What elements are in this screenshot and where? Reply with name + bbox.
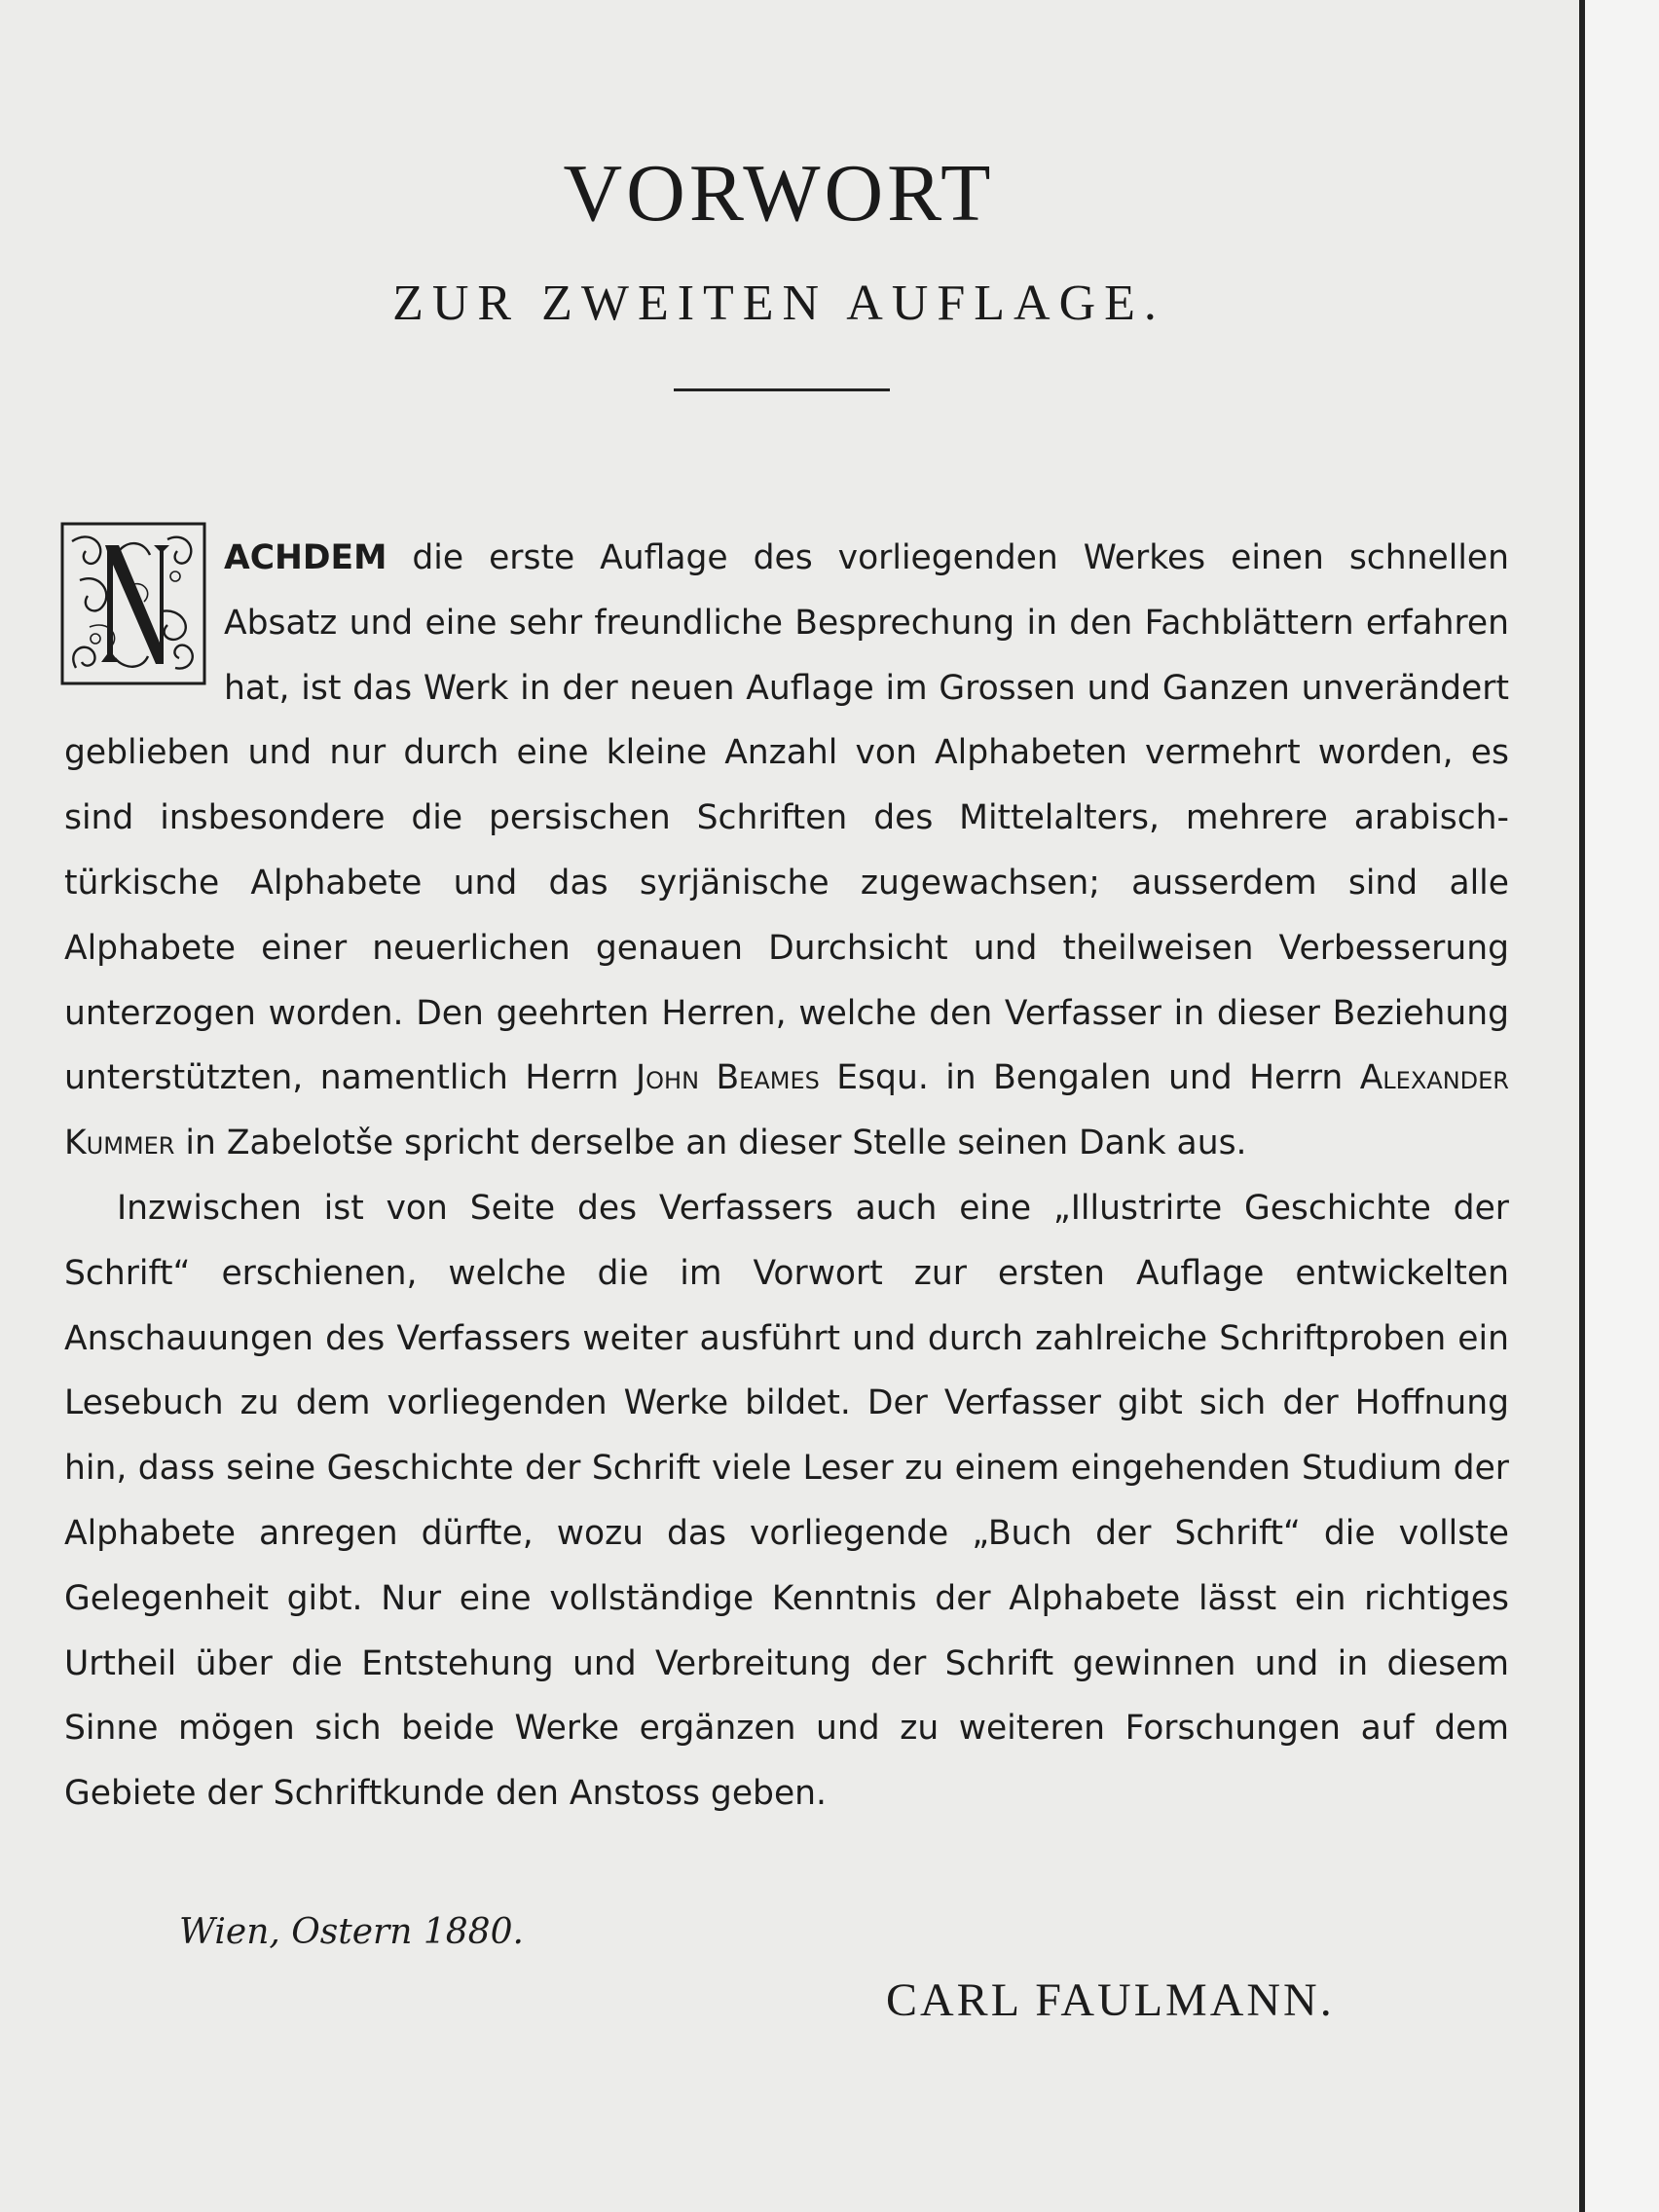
paragraph-1-text-a: die erste Auflage des vorliegenden Werkes einen schnellen Absatz und eine sehr freundliche Besprechung in den Fachblättern erfahren hat, ist das Werk in der neuen Auflage im Grossen und Ganzen unverändert geblieben und nur durch eine kleine Anzahl von Alphabeten vermehrt worden, es sind insbesondere die persischen Schriften des Mittelalters, mehrere arabisch-türkische Alphabete und das syrjänische zugewachsen; ausserdem sind alle Alphabete einer neuerlichen genauen Durchsicht und theilweisen Verbesserung unterzogen worden. Den geehrten Herren, welche den Verfasser in dieser Beziehung unterstützten, namentlich Herrn [64, 538, 1509, 1098]
place-and-date: Wien, Ostern 1880. [179, 1912, 524, 1952]
page-title: VORWORT [563, 148, 995, 239]
person-name-beames: John Beames [635, 1058, 820, 1098]
drop-cap-space [64, 526, 224, 717]
preface-body [64, 526, 1509, 1826]
paragraph-1-text-b: Esqu. in Bengalen und Herrn [819, 1058, 1360, 1098]
author-signature: CARL FAULMANN. [886, 1974, 1335, 2026]
person-name-kummer: Alexander Kummer [64, 1058, 1509, 1163]
page-subtitle: ZUR ZWEITEN AUFLAGE. [392, 276, 1165, 331]
title-divider [674, 388, 890, 391]
paragraph-1 [64, 526, 1509, 1176]
paragraph-1-text-c: in Zabelotše spricht derselbe an dieser Stelle seinen Dank aus. [174, 1124, 1247, 1163]
paragraph-2: Inzwischen ist von Seite des Verfassers auch eine „Illustrirte Geschichte der Schrift“ erschienen, welche die im Vorwort zur ersten Auflage entwickelten Anschauungen des Verfassers weiter ausführt und durch zahlreiche Schriftproben ein Lesebuch zu dem vorliegenden Werke bildet. Der Verfasser gibt sich der Hoffnung hin, dass seine Geschichte der Schrift viele Leser zu einem eingehenden Studium der Alphabete anregen dürfte, wozu das vorliegende „Buch der Schrift“ die vollste Gelegenheit gibt. Nur eine vollständige Kenntnis der Alphabete lässt ein richtiges Urtheil über die Entstehung und Verbreitung der Schrift gewinnen und in diesem Sinne mögen sich beide Werke ergänzen und zu weiteren Forschungen auf dem Gebiete der Schriftkunde den Anstoss geben. [64, 1188, 1509, 1814]
lead-word: ACHDEM [224, 538, 387, 577]
background-beyond-page [1585, 0, 1659, 2212]
